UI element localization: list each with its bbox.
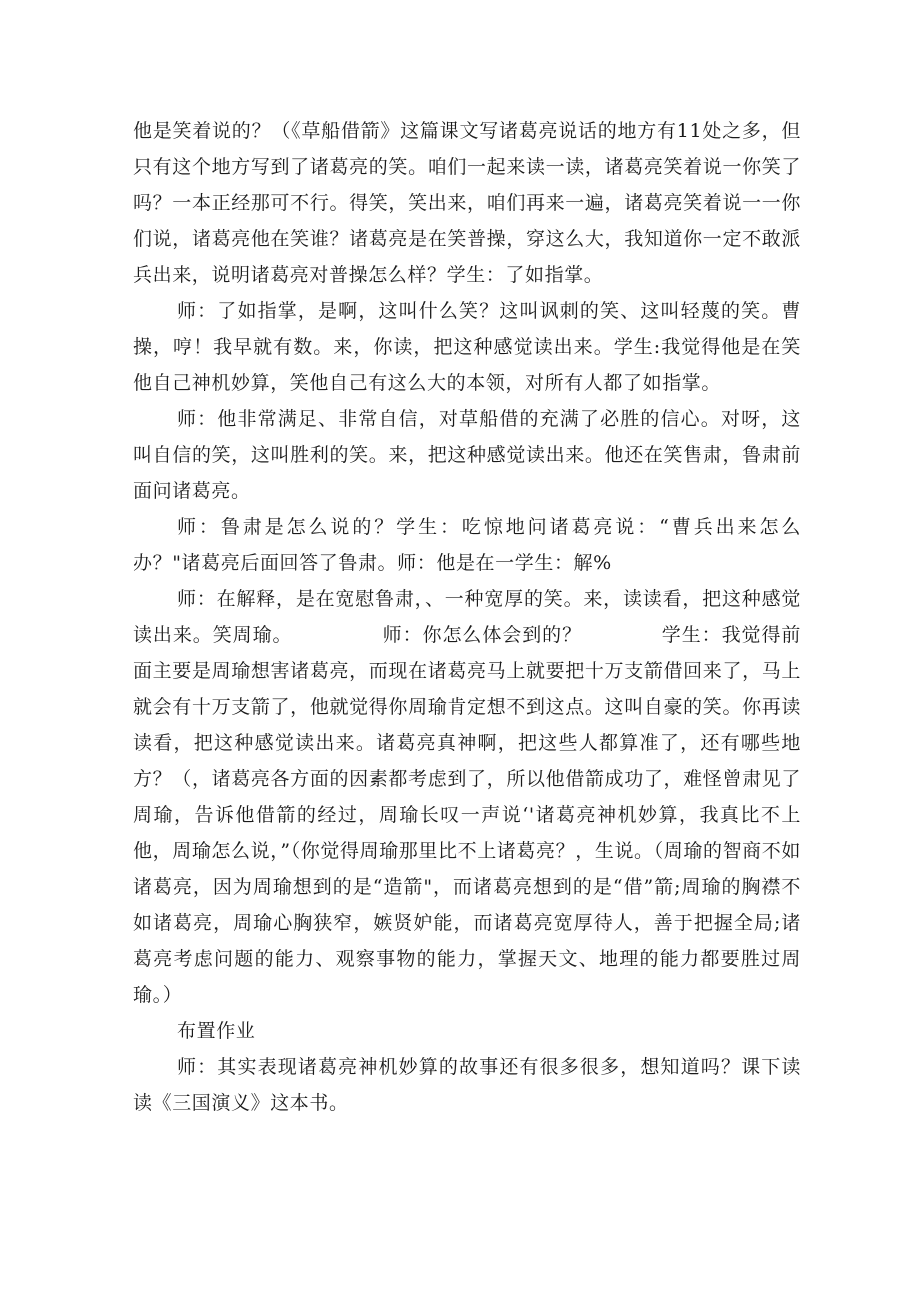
paragraph-5: 师：在解释，是在宽慰鲁肃，、一种宽厚的笑。来，读读看，把这种感觉读出来。笑周瑜。 师：你怎么体会到的？ 学生：我觉得前面主要是周瑜想害诸葛亮，而现在诸葛亮马上就要把十万支箭借回来了，马上就会有十万支箭了，他就觉得你周瑜肯定想不到这点。这叫自豪的笑。你再读读看，把这种感觉读出来。诸葛亮真神啊，把这些人都算准了，还有哪些地方？（，诸葛亮各方面的因素都考虑到了，所以他借箭成功了，难怪曾肃见了周瑜，告诉他借箭的经过，周瑜长叹一声说‘'诸葛亮神机妙算，我真比不上他，周瑜怎么说，”（你觉得周瑜那里比不上诸葛亮？，生说。（周瑜的智商不如诸葛亮，因为周瑜想到的是“造箭"，而诸葛亮想到的是“借”箭;周瑜的胸襟不如诸葛亮，周瑜心胸狭窄，嫉贤妒能，而诸葛亮宽厚待人，善于把握全局;诸葛亮考虑问题的能力、观察事物的能力，掌握天文、地理的能力都要胜过周瑜。） — [133, 588, 801, 1006]
section-heading-homework: 布置作业 — [177, 1020, 256, 1042]
paragraph-4: 师：鲁肃是怎么说的？学生：吃惊地问诸葛亮说：“曹兵出来怎么办？"诸葛亮后面回答了鲁肃。师：他是在一学生：解% — [133, 516, 801, 574]
paragraph-7: 师：其实表现诸葛亮神机妙算的故事还有很多很多，想知道吗？课下读读《三国演义》这本书。 — [133, 1056, 801, 1114]
paragraph-2: 师：了如指掌，是啊，这叫什么笑？这叫讽刺的笑、这叫轻蔑的笑。曹操，哼！我早就有数。来，你读，把这种感觉读出来。学生:我觉得他是在笑他自己神机妙算，笑他自己有这么大的本领，对所有人都了如指掌。 — [133, 300, 801, 394]
paragraph-1: 他是笑着说的？（《草船借箭》这篇课文写诸葛亮说话的地方有11处之多，但只有这个地方写到了诸葛亮的笑。咱们一起来读一读，诸葛亮笑着说一你笑了吗？一本正经那可不行。得笑，笑出来，咱们再来一遍，诸葛亮笑着说一一你们说，诸葛亮他在笑谁？诸葛亮是在笑普操，穿这么大，我知道你一定不敢派兵出来，说明诸葛亮对普操怎么样？学生：了如指掌。 — [133, 120, 801, 286]
paragraph-3: 师：他非常满足、非常自信，对草船借的充满了必胜的信心。对呀，这叫自信的笑，这叫胜利的笑。来，把这种感觉读出来。他还在笑售肃，鲁肃前面问诸葛亮。 — [133, 408, 801, 502]
document-body — [133, 113, 801, 1121]
